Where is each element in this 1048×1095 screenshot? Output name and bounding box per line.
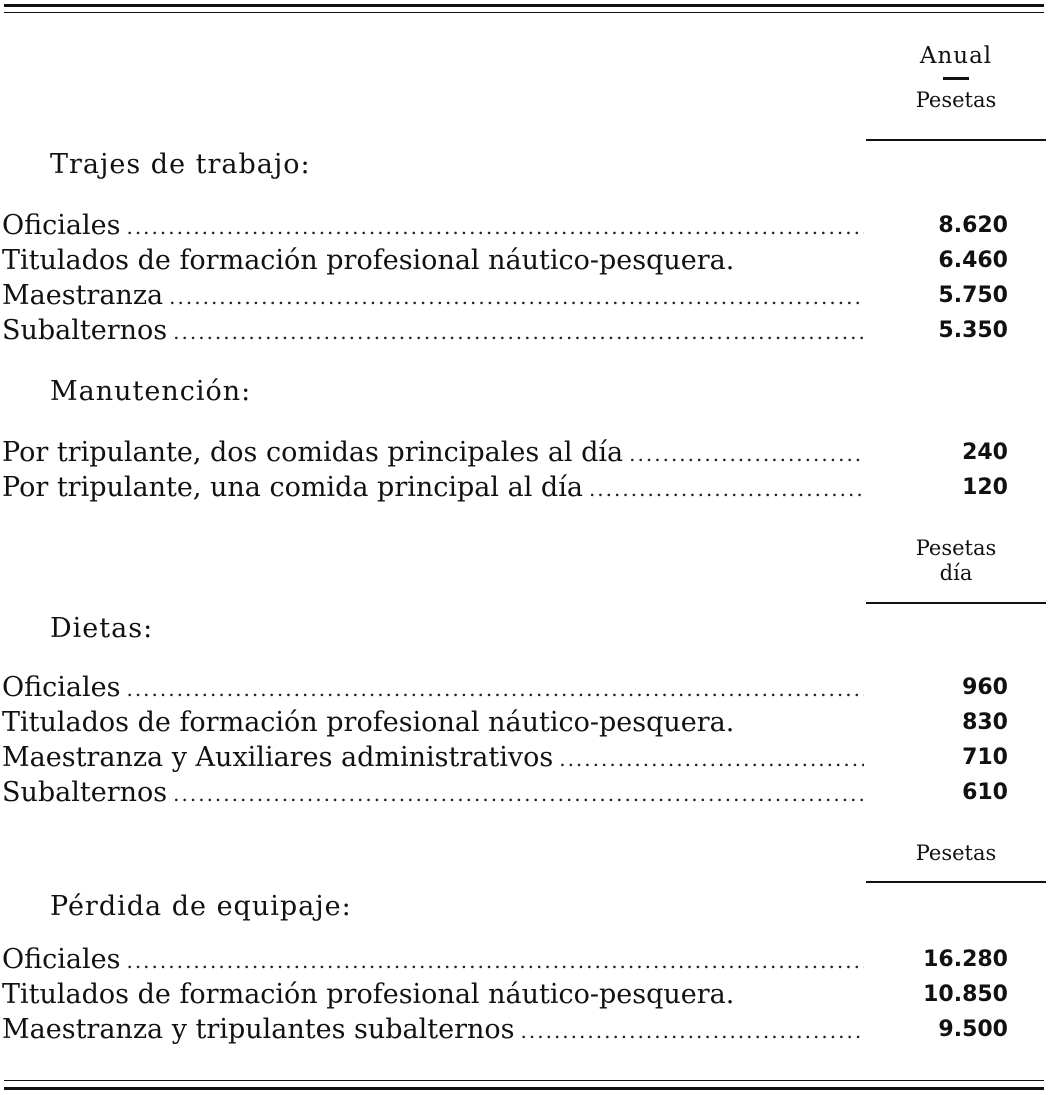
header-pesetas-3: Pesetas [915, 841, 997, 865]
table-row [0, 313, 1048, 349]
leader-dots [629, 436, 864, 472]
header-dash [943, 77, 969, 80]
row-value: 610 [962, 780, 1008, 805]
row-value: 120 [962, 475, 1008, 500]
row-value: 8.620 [938, 213, 1008, 238]
row-label: Oficiales [2, 672, 121, 703]
column-header-anual [866, 44, 1046, 113]
section-title-dietas: Dietas: [50, 613, 154, 644]
row-label: Titulados de formación profesional náutico-pesquera. [2, 979, 735, 1010]
header-anual-label: Anual [919, 43, 993, 69]
leader-dots [126, 671, 864, 707]
row-label: Maestranza [2, 280, 164, 311]
row-label: Subalternos [2, 777, 168, 808]
table-row [0, 942, 1048, 978]
header-pesetas-dia-line1: Pesetas [915, 536, 997, 560]
row-value: 830 [962, 710, 1008, 735]
row-value: 16.280 [923, 947, 1008, 972]
row-value: 960 [962, 675, 1008, 700]
section-title-manutencion: Manutención: [50, 376, 252, 407]
leader-dots [173, 314, 864, 350]
leader-dots [126, 943, 864, 979]
row-value: 5.750 [938, 283, 1008, 308]
leader-dots [169, 279, 864, 315]
row-value: 240 [962, 440, 1008, 465]
table-row [0, 435, 1048, 471]
leader-dots [521, 1013, 864, 1049]
row-value: 5.350 [938, 318, 1008, 343]
row-label: Subalternos [2, 315, 168, 346]
header-rule-3 [866, 881, 1046, 883]
table-row [0, 740, 1048, 776]
row-value: 6.460 [938, 248, 1008, 273]
table-row [0, 670, 1048, 706]
header-rule-2 [866, 602, 1046, 604]
table-row [0, 243, 1048, 279]
bottom-rule-1 [4, 1080, 1044, 1081]
column-header-pesetas-dia [866, 536, 1046, 586]
row-label: Maestranza y tripulantes subalternos [2, 1014, 515, 1045]
table-row [0, 470, 1048, 506]
table-row [0, 208, 1048, 244]
top-rule-1 [4, 4, 1044, 7]
row-value: 710 [962, 745, 1008, 770]
row-value: 10.850 [923, 982, 1008, 1007]
column-header-pesetas [866, 841, 1046, 866]
table-row [0, 1012, 1048, 1048]
row-label: Maestranza y Auxiliares administrativos [2, 742, 554, 773]
row-label: Por tripulante, dos comidas principales al día [2, 437, 624, 468]
top-rule-2 [4, 12, 1044, 13]
bottom-rule-2 [4, 1087, 1044, 1090]
leader-dots [589, 471, 864, 507]
row-label: Oficiales [2, 944, 121, 975]
leader-dots [126, 209, 864, 245]
header-pesetas-label: Pesetas [915, 88, 997, 112]
row-label: Titulados de formación profesional náutico-pesquera. [2, 245, 735, 276]
row-label: Titulados de formación profesional náutico-pesquera. [2, 707, 735, 738]
leader-dots [173, 776, 864, 812]
section-title-equipaje: Pérdida de equipaje: [50, 891, 352, 922]
table-row [0, 705, 1048, 741]
header-pesetas-dia-line2: día [939, 561, 973, 585]
table-row [0, 278, 1048, 314]
leader-dots [559, 741, 864, 777]
row-value: 9.500 [938, 1017, 1008, 1042]
row-label: Por tripulante, una comida principal al día [2, 472, 583, 503]
table-row [0, 775, 1048, 811]
header-rule-1 [866, 139, 1046, 141]
section-title-trajes: Trajes de trabajo: [50, 149, 311, 180]
table-row [0, 977, 1048, 1013]
row-label: Oficiales [2, 210, 121, 241]
